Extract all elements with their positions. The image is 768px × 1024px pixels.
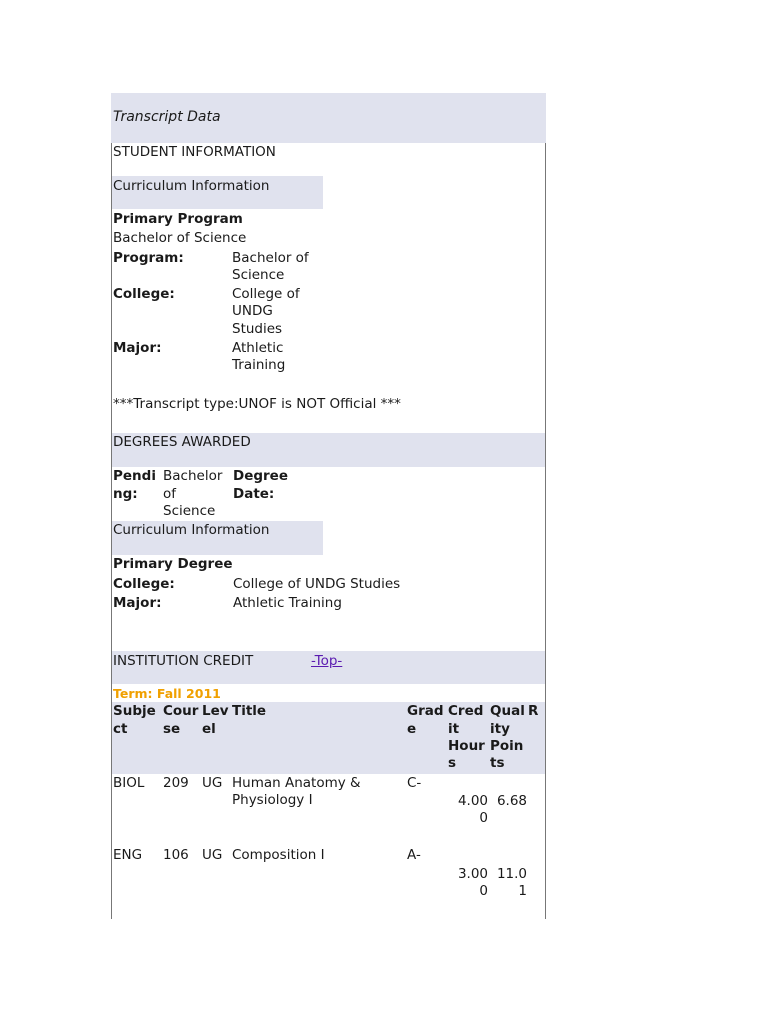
col-level-2: el <box>202 721 216 737</box>
primary-program-label: Primary Program <box>113 211 243 227</box>
degree-college-label: College: <box>113 576 175 592</box>
term-label: Term: Fall 2011 <box>113 686 221 701</box>
col-quality-1: Qual <box>490 703 525 719</box>
col-quality-4: ts <box>490 755 505 771</box>
degree-major-value: Athletic Training <box>233 595 342 611</box>
program-value-line-1: Bachelor of <box>232 250 309 266</box>
col-subject-1: Subje <box>113 703 156 719</box>
col-course-1: Cour <box>163 703 199 719</box>
col-grade-1: Grad <box>407 703 444 719</box>
col-credit-2: it <box>448 721 460 737</box>
primary-program-value: Bachelor of Science <box>113 230 247 246</box>
right-border <box>545 143 546 919</box>
row1-grade: C- <box>407 775 422 791</box>
col-credit-4: s <box>448 755 457 771</box>
row1-title-line-1: Human Anatomy & <box>232 775 361 791</box>
pending-value-line-1: Bachelor <box>163 468 223 484</box>
col-course-2: se <box>163 721 181 737</box>
pending-value-line-3: Science <box>163 503 216 519</box>
transcript-type-note: ***Transcript type:UNOF is NOT Official *** <box>113 396 401 412</box>
top-link[interactable]: -Top- <box>311 653 343 669</box>
pending-label-line-1: Pendi <box>113 468 156 484</box>
college-value-line-3: Studies <box>232 321 283 337</box>
col-r: R <box>528 703 539 719</box>
row1-title-line-2: Physiology I <box>232 792 313 808</box>
row2-title: Composition I <box>232 847 325 863</box>
col-quality-2: ity <box>490 721 510 737</box>
col-subject-2: ct <box>113 721 128 737</box>
col-credit-1: Cred <box>448 703 484 719</box>
col-grade-2: e <box>407 721 417 737</box>
row2-level: UG <box>202 847 223 863</box>
college-label: College: <box>113 286 175 302</box>
row1-credit-line-1: 4.00 <box>457 793 488 809</box>
major-value-line-1: Athletic <box>232 340 284 356</box>
row2-course: 106 <box>163 847 189 863</box>
primary-degree-label: Primary Degree <box>113 556 233 572</box>
college-value-line-1: College of <box>232 286 300 302</box>
col-level-1: Lev <box>202 703 229 719</box>
degree-major-label: Major: <box>113 595 162 611</box>
row1-subject: BIOL <box>113 775 145 791</box>
row1-level: UG <box>202 775 223 791</box>
college-value-line-2: UNDG <box>232 303 273 319</box>
major-label: Major: <box>113 340 162 356</box>
student-info-heading: STUDENT INFORMATION <box>113 144 276 160</box>
major-value-line-2: Training <box>232 357 286 373</box>
row2-subject: ENG <box>113 847 143 863</box>
col-quality-3: Poin <box>490 738 524 754</box>
curriculum-heading-2: Curriculum Information <box>113 522 270 538</box>
col-credit-3: Hour <box>448 738 485 754</box>
row2-quality-line-1: 11.0 <box>496 866 527 882</box>
left-border <box>111 143 112 919</box>
col-title: Title <box>232 703 267 719</box>
row2-quality-line-2: 1 <box>518 883 527 899</box>
pending-value-line-2: of <box>163 486 177 502</box>
institution-heading: INSTITUTION CREDIT <box>113 653 254 669</box>
page-title: Transcript Data <box>113 109 221 125</box>
degree-college-value: College of UNDG Studies <box>233 576 401 592</box>
pending-label-line-2: ng: <box>113 486 138 502</box>
degree-date-label-line-2: Date: <box>233 486 275 502</box>
curriculum-heading-1: Curriculum Information <box>113 178 270 194</box>
degrees-heading: DEGREES AWARDED <box>113 434 251 450</box>
row2-grade: A- <box>407 847 421 863</box>
row1-course: 209 <box>163 775 189 791</box>
program-label: Program: <box>113 250 184 266</box>
row2-credit-line-2: 0 <box>479 883 488 899</box>
row1-credit-line-2: 0 <box>479 810 488 826</box>
program-value-line-2: Science <box>232 267 285 283</box>
row1-quality: 6.68 <box>496 793 527 809</box>
degree-date-label-line-1: Degree <box>233 468 288 484</box>
row2-credit-line-1: 3.00 <box>457 866 488 882</box>
